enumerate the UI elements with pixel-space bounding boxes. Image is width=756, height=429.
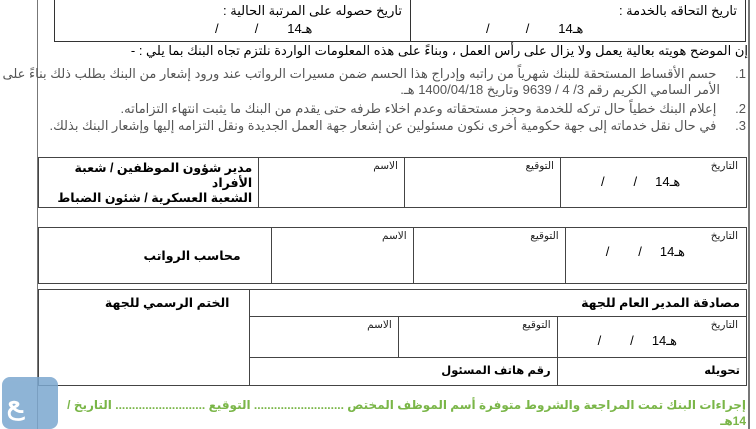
accountant-signature-cell[interactable] — [413, 228, 565, 284]
date-label: التاريخ — [710, 319, 738, 331]
approval-title: مصادقة المدير العام للجهة — [581, 296, 740, 310]
current-rank-date-box — [54, 0, 411, 42]
service-join-date-label: تاريخ التحاقه بالخدمة : — [618, 3, 737, 18]
signature-label: التوقيع — [522, 319, 551, 331]
name-label: الاسم — [381, 230, 407, 242]
stamp-approval-table — [38, 289, 747, 386]
signature-label: التوقيع — [525, 160, 554, 172]
item-number: 3. — [735, 118, 746, 133]
manager-date-cell[interactable] — [560, 158, 746, 208]
manager-signoff-table — [38, 157, 747, 208]
service-join-date-box — [410, 0, 746, 42]
commitment-item-2 — [121, 101, 746, 117]
phone-cell[interactable] — [250, 358, 557, 386]
extension-label: تحويله — [704, 365, 740, 377]
item-number: 2. — [735, 101, 746, 116]
approval-signature-cell[interactable] — [398, 317, 557, 358]
manager-signature-cell[interactable] — [404, 158, 560, 208]
manager-title-line1: مدير شؤون الموظفين / شعبة الأفراد — [74, 161, 253, 190]
extension-cell[interactable] — [557, 358, 746, 386]
bank-procedures-line: إجراءات البنك تمت المراجعة والشروط متوفرة أسم الموظف المختص ........................... التوقيع ........................... التاريخ / — [67, 398, 746, 412]
manager-name-cell[interactable] — [259, 158, 405, 208]
item-text: في حال نقل خدماته إلى جهة حكومية أخرى نكون مسئولين عن إشعار جهة العمل الجديدة ونقل التزامه إليها وإشعار البنك بذلك. — [49, 118, 717, 133]
date-label: التاريخ — [710, 160, 738, 172]
bank-procedures-date: 14هـ — [720, 414, 746, 428]
date-value: / / 14هـ — [605, 244, 686, 259]
commitment-intro: إن الموضح هويته بعالية يعمل ولا يزال على رأس العمل ، وبناءً على هذه المعلومات الواردة نلتزم تجاه البنك بما يلي : - — [130, 43, 748, 58]
approval-date-cell[interactable] — [557, 317, 746, 358]
manager-title-line2: الشعبة العسكرية / شئون الضباط — [57, 191, 253, 205]
item-text: إعلام البنك خطياً حال تركه للخدمة وحجز مستحقاته وعدم اخلاء طرفه حتى يقدم من البنك ما يثبت انتهاء التزاماته. — [120, 101, 717, 116]
item-text: حسم الأقساط المستحقة للبنك شهرياً من راتبه وإدراج هذا الحسم ضمن مسيرات الرواتب عند ورود إشعار من البنك بطلب ذلك بناءً على — [2, 66, 717, 81]
stamp-title: الختم الرسمي للجهة — [104, 296, 230, 310]
accountant-name-cell[interactable] — [271, 228, 413, 284]
manager-title-cell — [39, 158, 259, 208]
accountant-signoff-table — [38, 227, 747, 284]
date-value: / / 14هـ — [600, 174, 681, 189]
name-label: الاسم — [367, 319, 392, 331]
watermark-logo-icon: ﻊ — [6, 383, 24, 421]
accountant-title-cell — [39, 228, 272, 284]
accountant-title: محاسب الرواتب — [143, 248, 241, 263]
service-join-date-value[interactable]: / / 14هـ — [486, 21, 584, 36]
date-value: / / 14هـ — [597, 333, 677, 348]
commitment-item-3 — [49, 118, 746, 134]
name-label: الاسم — [373, 160, 398, 172]
page-border-right — [748, 0, 750, 429]
accountant-date-cell[interactable] — [565, 228, 746, 284]
signature-label: التوقيع — [530, 230, 559, 242]
item-number: 1. — [735, 66, 746, 81]
watermark-logo — [2, 377, 58, 429]
approval-name-cell[interactable] — [250, 317, 398, 358]
approval-title-cell — [250, 290, 747, 317]
commitment-item-1-cont: الأمر السامي الكريم رقم 3/ 4 / 9639 وتاريخ 1400/04/18 هـ. — [400, 82, 720, 97]
stamp-cell[interactable] — [39, 290, 250, 386]
date-label: التاريخ — [710, 230, 738, 242]
current-rank-date-value[interactable]: / / 14هـ — [215, 21, 313, 36]
commitment-item-1 — [3, 66, 746, 82]
phone-label: رقم هاتف المسئول — [441, 365, 551, 377]
current-rank-date-label: تاريخ حصوله على المرتبة الحالية : — [223, 3, 402, 18]
